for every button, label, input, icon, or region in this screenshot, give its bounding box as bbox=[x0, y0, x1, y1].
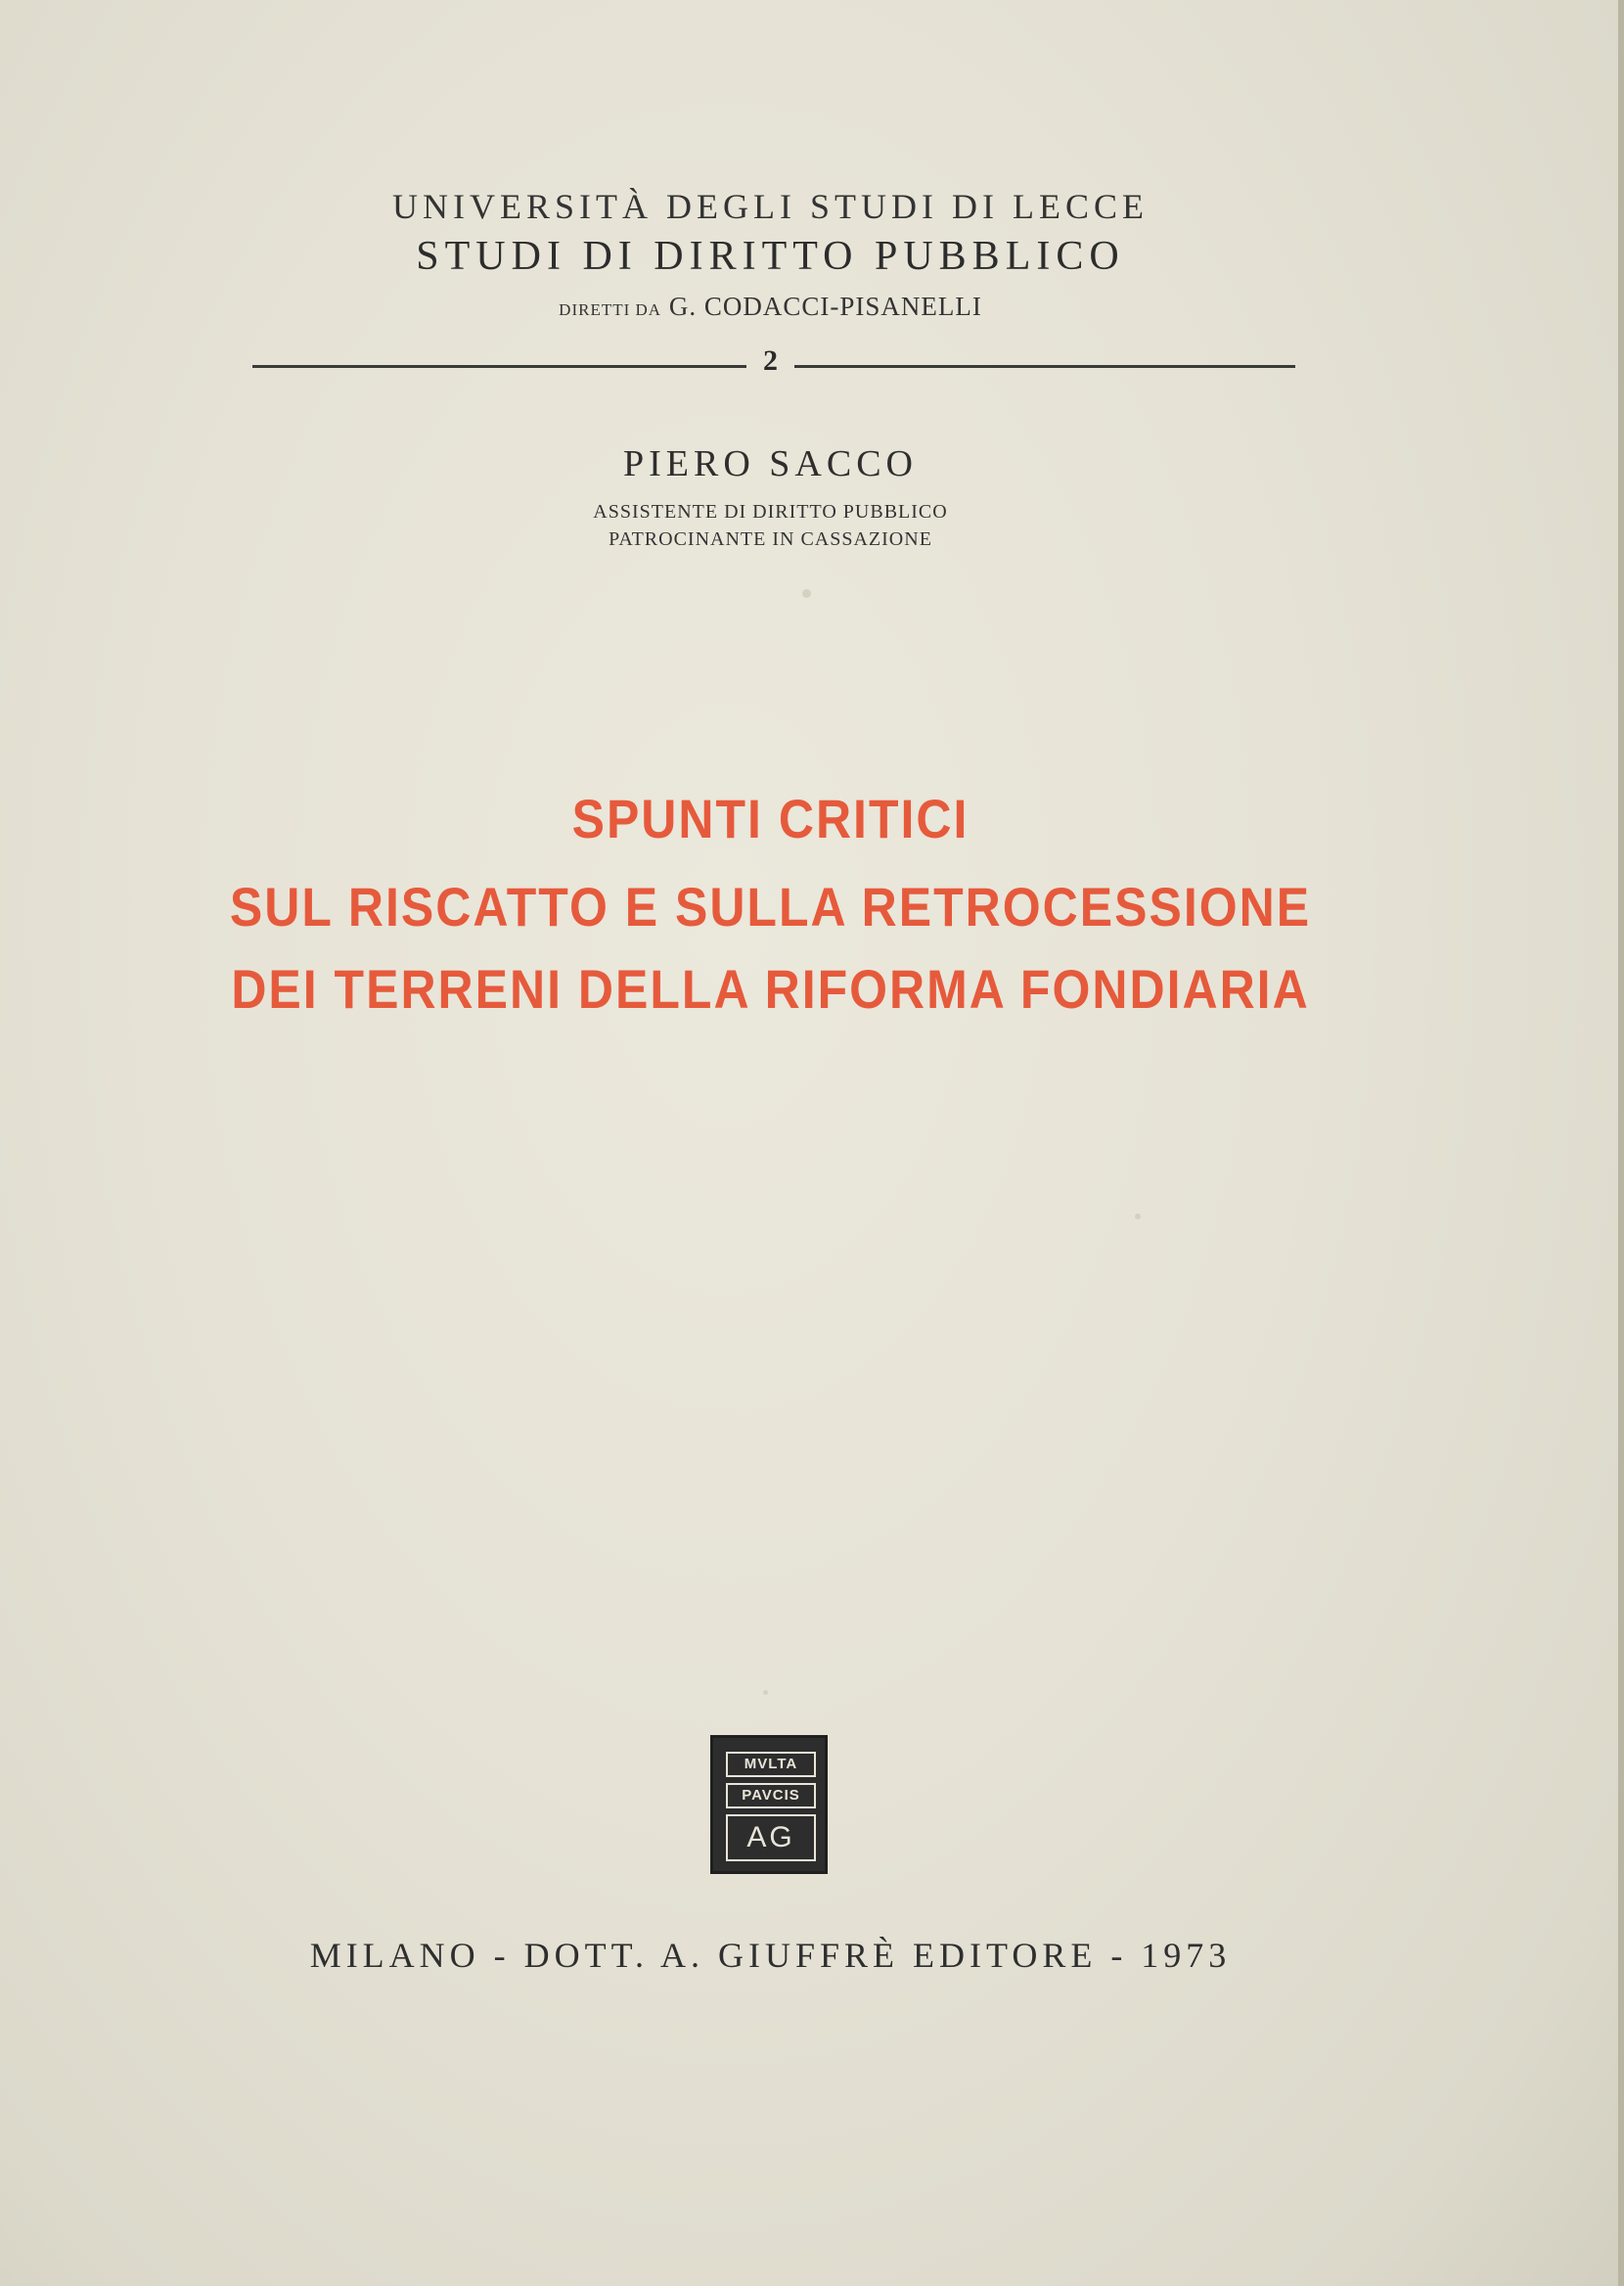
divider-right bbox=[794, 365, 1295, 368]
paper-stain bbox=[1135, 1213, 1141, 1219]
logo-text-1: MVLTA bbox=[726, 1752, 816, 1777]
publisher-logo bbox=[710, 1735, 828, 1874]
author-role-1: ASSISTENTE DI DIRITTO PUBBLICO bbox=[593, 501, 948, 523]
divider-left bbox=[252, 365, 746, 368]
paper-stain bbox=[763, 1690, 768, 1695]
logo-text-3: AG bbox=[726, 1814, 816, 1861]
logo-text-2: PAVCIS bbox=[726, 1783, 816, 1808]
book-title-line-2: SUL RISCATTO E SULLA RETROCESSIONE bbox=[229, 876, 1312, 938]
paper-stain bbox=[802, 589, 811, 598]
university-name: UNIVERSITÀ DEGLI STUDI DI LECCE bbox=[392, 187, 1149, 226]
publisher-imprint: MILANO - DOTT. A. GIUFFRÈ EDITORE - 1973 bbox=[309, 1936, 1232, 1975]
volume-number: 2 bbox=[763, 344, 778, 377]
series-title: STUDI DI DIRITTO PUBBLICO bbox=[416, 234, 1125, 279]
director-name: G. CODACCI-PISANELLI bbox=[668, 292, 982, 321]
directed-by-label: DIRETTI DA bbox=[559, 300, 662, 319]
book-title-line-3: DEI TERRENI DELLA RIFORMA FONDIARIA bbox=[231, 958, 1310, 1021]
author-role-2: PATROCINANTE IN CASSAZIONE bbox=[609, 528, 932, 550]
author-name: PIERO SACCO bbox=[623, 443, 918, 484]
series-directors bbox=[0, 292, 1541, 322]
book-title-line-1: SPUNTI CRITICI bbox=[571, 788, 970, 850]
